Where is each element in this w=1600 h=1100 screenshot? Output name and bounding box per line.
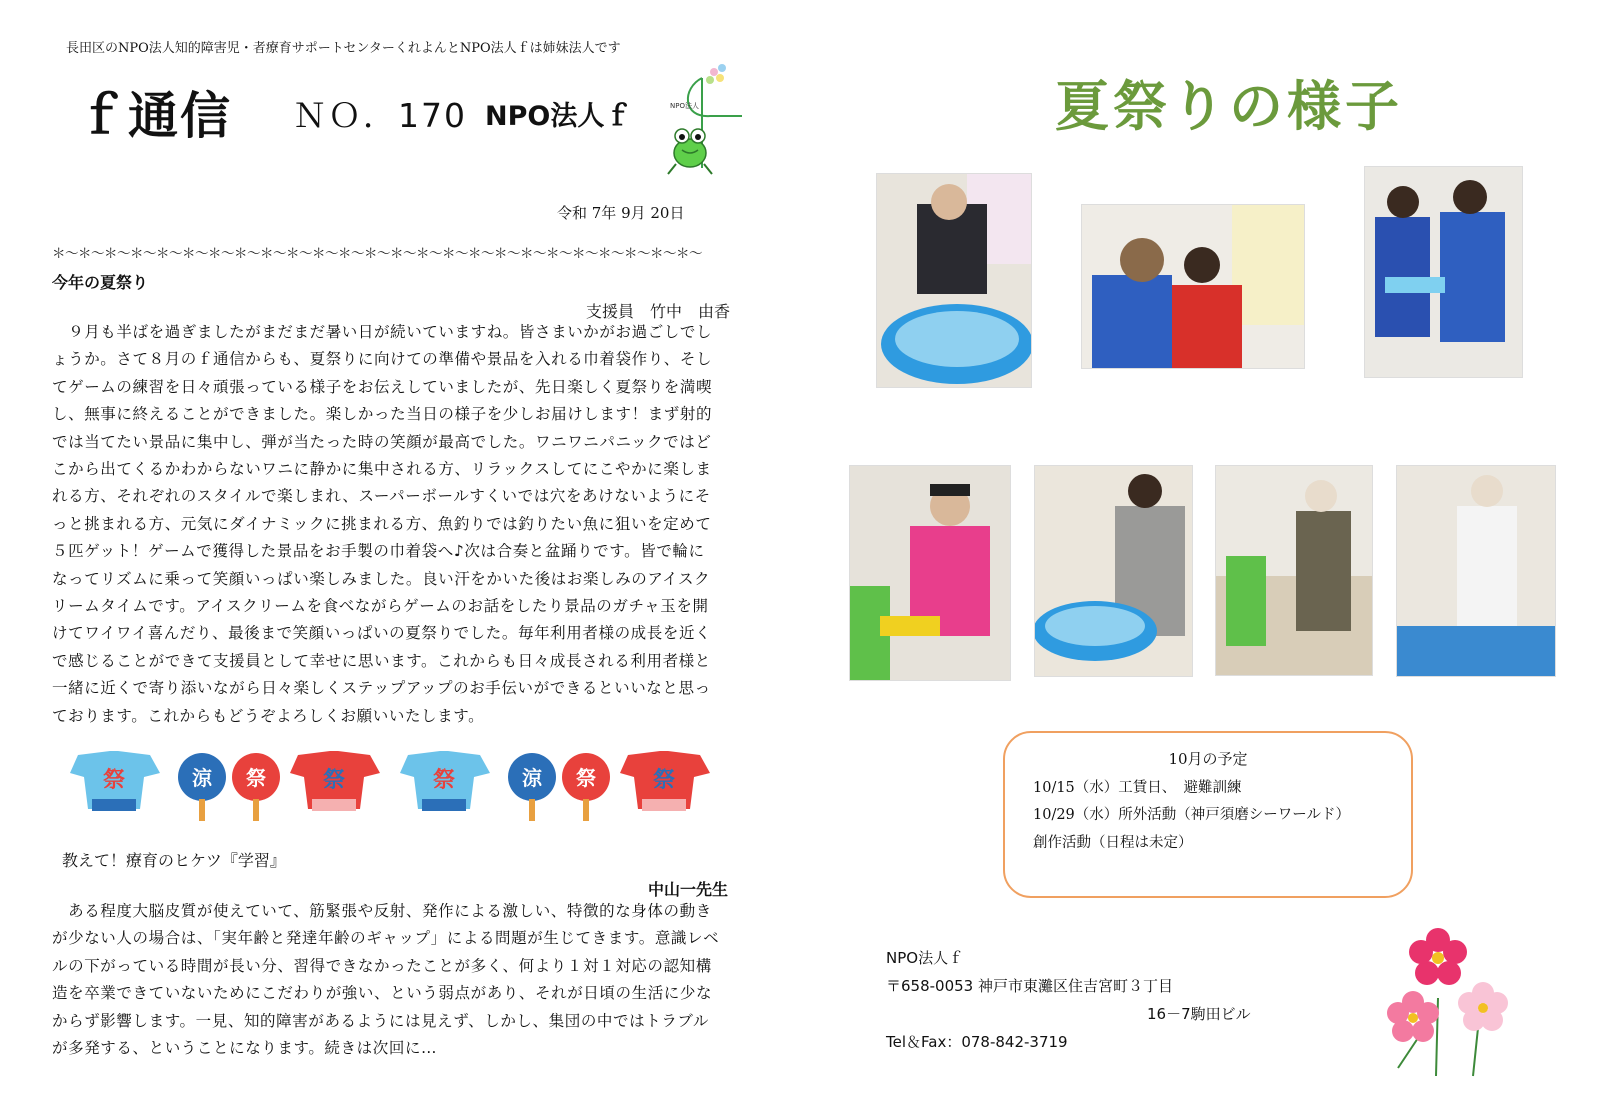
article-line: こから出てくるかわからないワニに静かに集中される方、リラックスしてにこやかに楽しま	[52, 460, 712, 479]
page-title: 夏祭りの様子	[1055, 75, 1403, 138]
festival-photo	[1396, 465, 1556, 677]
article-line: リームタイムです。アイスクリームを食べながらゲームのお話をしたり景品のガチャ玉を開	[52, 597, 709, 616]
happi-icon	[400, 751, 490, 811]
fan-icon	[178, 753, 226, 821]
article-heading: 今年の夏祭り	[52, 273, 149, 292]
schedule-item: 10/15（水）工賃日、 避難訓練	[1033, 780, 1242, 796]
article-line: ルの下がっている時間が長い分、習得できなかったことが多く、何より１対１対応の認知構	[52, 956, 712, 975]
frog-logo	[662, 58, 744, 182]
svg-text:祭: 祭	[652, 768, 676, 793]
article-line: なってリズムに乗って笑顔いっぱい楽しみました。良い汗をかいた後はお楽しみのアイスク	[52, 569, 711, 588]
schedule-item: 創作活動（日程は未定）	[1033, 835, 1193, 851]
article-line: れる方、それぞれのスタイルで楽しまれ、スーパーボールすくいでは穴をあけないようにそ	[52, 487, 711, 506]
article-author: 中山一先生	[648, 880, 729, 899]
happi-icon	[70, 751, 160, 811]
svg-text:祭: 祭	[432, 768, 456, 793]
schedule-box	[1003, 731, 1413, 898]
svg-text:涼: 涼	[522, 766, 542, 790]
svg-text:祭: 祭	[102, 768, 126, 793]
article-line: が多発する、ということになります。続きは次回に…	[52, 1039, 438, 1058]
article-line: てゲームの練習を日々頑張っている様子をお伝えしていましたが、先日楽しく夏祭りを満喫	[52, 377, 713, 396]
svg-text:NPO法人: NPO法人	[670, 102, 699, 110]
svg-text:祭: 祭	[322, 768, 346, 793]
festival-photo	[1034, 465, 1193, 677]
festival-photo	[849, 465, 1011, 681]
festival-photo	[1215, 465, 1373, 676]
svg-text:祭: 祭	[246, 766, 266, 790]
article-line: っと挑まれる方、元気にダイナミックに挑まれる方、魚釣りでは釣りたい魚に狙いを定めて	[52, 514, 712, 533]
section-divider: ＊～＊～＊～＊～＊～＊～＊～＊～＊～＊～＊～＊～＊～＊～＊～＊～＊～＊～＊～＊～＊～＊～＊～＊～＊～	[52, 246, 702, 262]
fan-icon	[508, 753, 556, 821]
contact-phone: Tel＆Fax：078-842-3719	[886, 1033, 1068, 1051]
happi-icon	[290, 751, 380, 811]
article-line: で感じることができて支援員として幸せに思います。これからも日々成長される利用者様と	[52, 651, 711, 670]
schedule-item: 10/29（水）所外活動（神戸須磨シーワールド）	[1033, 807, 1350, 823]
contact-org: NPO法人ｆ	[886, 949, 964, 967]
contact-address: 〒658-0053 神戸市東灘区住吉宮町３丁目	[886, 977, 1173, 995]
article-line: では当てたい景品に集中し、弾が当たった時の笑顔が最高でした。ワニワニパニックではど	[52, 432, 712, 451]
article-line: ある程度大脳皮質が使えていて、筋緊張や反射、発作による激しい、特徴的な身体の動き	[52, 902, 712, 920]
issue-date: 令和 7年 9月 20日	[557, 204, 685, 222]
happi-icon	[620, 751, 710, 811]
article-line: 一緒に近くで寄り添いながら日々楽しくステップアップのお手伝いができるといいなと思っ	[52, 679, 711, 698]
article-author: 支援員 竹中 由香	[586, 302, 731, 321]
article-line: が少ない人の場合は、「実年齢と発達年齢のギャップ」による問題が生じてきます。意識レベ	[52, 929, 720, 948]
svg-text:祭: 祭	[576, 766, 596, 790]
article-body	[52, 319, 752, 730]
article-line: ９月も半ばを過ぎましたがまだまだ暑い日が続いていますね。皆さまいかがお過ごしでし	[52, 323, 713, 341]
org-name: NPO法人ｆ	[485, 101, 632, 132]
fan-icon	[232, 753, 280, 821]
article-line: 造を卒業できていないためにこだわりが強い、という弱点があり、それが日頃の生活に少な	[52, 984, 713, 1003]
article-line: し、無事に終えることができました。楽しかった当日の様子を少しお届けします！まず射的	[52, 405, 713, 424]
article-line: けてワイワイ喜んだり、最後まで笑顔いっぱいの夏祭りでした。毎年利用者様の成長を近く	[52, 624, 712, 643]
fan-icon	[562, 753, 610, 821]
festival-photo	[1081, 204, 1305, 369]
article-heading: 教えて！療育のヒケツ『学習』	[62, 851, 286, 870]
tagline: 長田区のNPO法人知的障害児・者療育サポートセンターくれよんとNPO法人ｆは姉妹法人です	[66, 41, 621, 56]
festival-photo	[876, 173, 1032, 388]
article-body	[52, 898, 752, 1062]
svg-text:涼: 涼	[192, 766, 212, 790]
article-line: ております。これからもどうぞよろしくお願いいたします。	[52, 706, 485, 725]
article-line: からず影響します。一見、知的障害があるようには見えず、しかし、集団の中ではトラブル	[52, 1011, 710, 1030]
cosmos-flowers-illustration	[1378, 928, 1528, 1078]
issue-number: ＮＯ．170	[293, 96, 467, 135]
schedule-heading: 10月の予定	[1168, 750, 1248, 768]
article-line: ょうか。さて８月のｆ通信からも、夏祭りに向けての準備や景品を入れる巾着袋作り、そし	[52, 350, 713, 369]
festival-decoration	[70, 745, 730, 825]
festival-photo	[1364, 166, 1523, 378]
contact-address: 16－7駒田ビル	[1147, 1005, 1251, 1023]
article-line: ５匹ゲット！ゲームで獲得した景品をお手製の巾着袋へ♪次は合奏と盆踊りです。皆で輪に	[52, 542, 705, 561]
newsletter-title: ｆ通信	[76, 87, 232, 145]
